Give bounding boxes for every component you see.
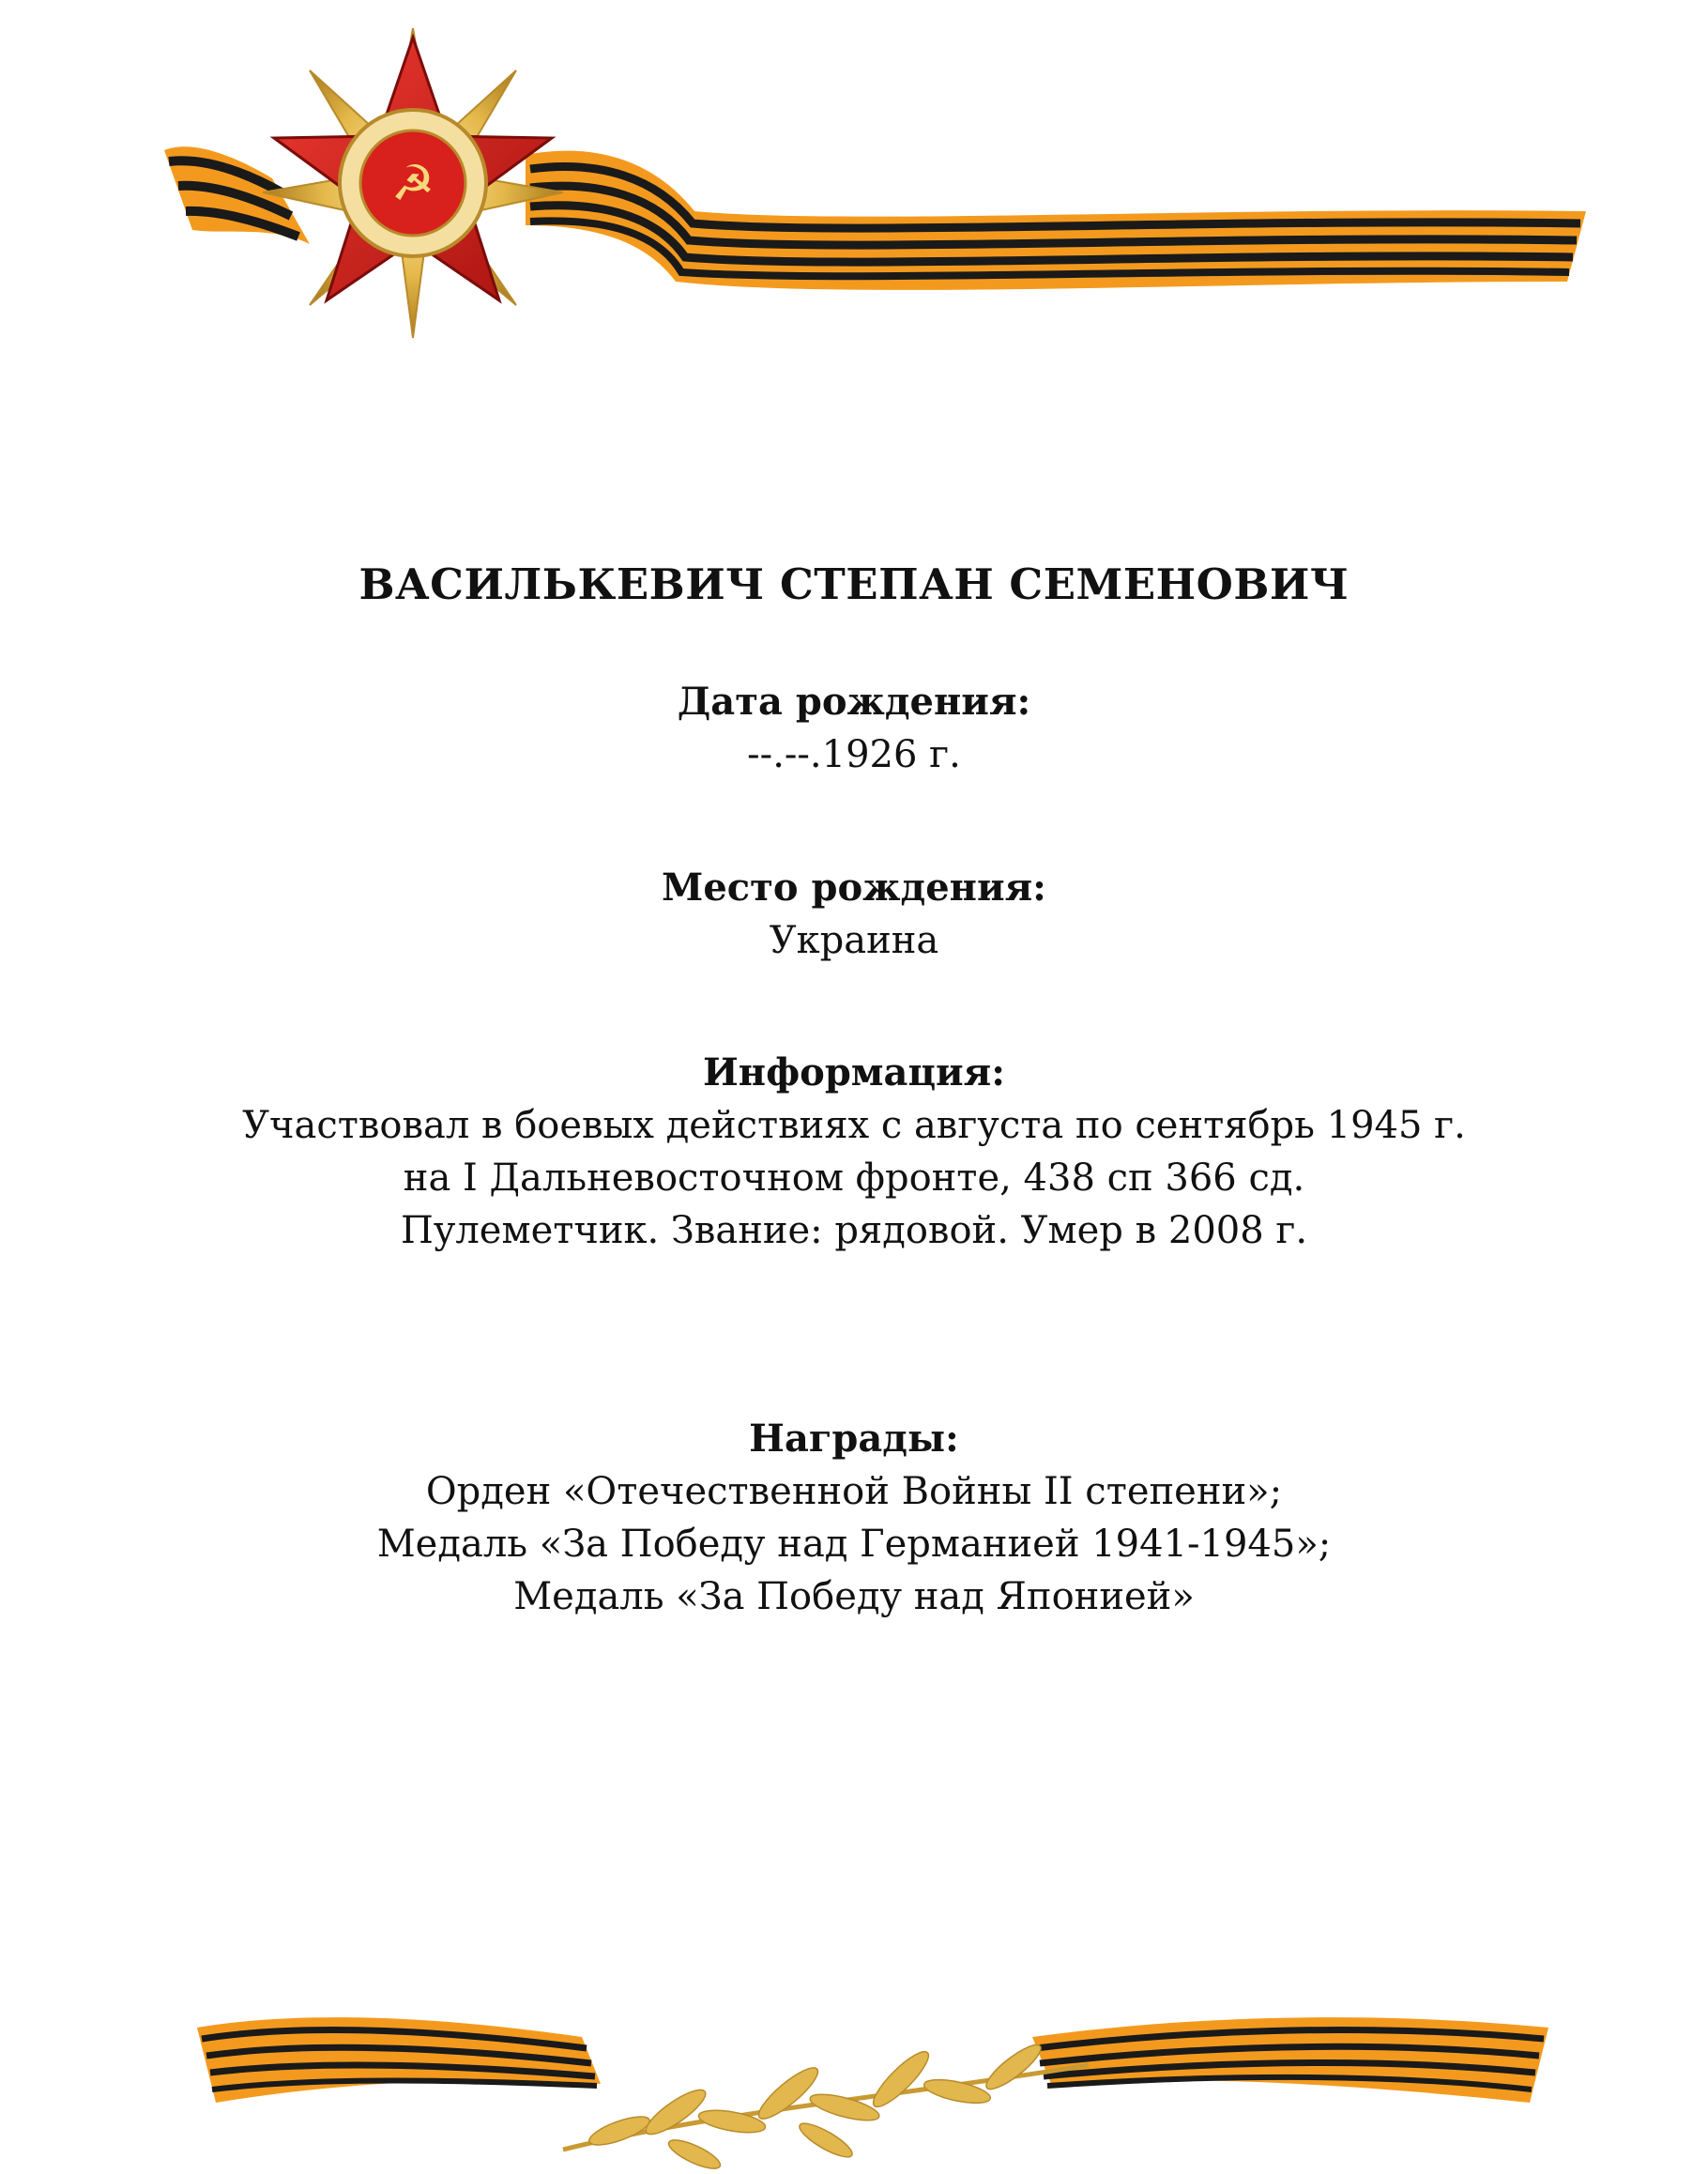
award-item: Медаль «За Победу над Германией 1941-1945»; xyxy=(376,1523,1332,1566)
birth-place-value: Украина xyxy=(769,919,939,962)
awards-section xyxy=(0,1413,1708,1623)
information-label: Информация: xyxy=(703,1050,1005,1095)
footer-ribbon-right xyxy=(1032,2017,1548,2103)
laurel-branch-icon xyxy=(563,2039,1089,2174)
birth-date-section xyxy=(0,676,1708,781)
birth-date-label: Дата рождения: xyxy=(677,680,1031,724)
header-ribbon-order-illustration xyxy=(0,0,1708,357)
footer-ribbon-laurel-illustration xyxy=(0,1981,1708,2174)
award-item: Медаль «За Победу над Японией» xyxy=(513,1575,1195,1618)
award-item: Орден «Отечественной Войны II степени»; xyxy=(425,1470,1283,1513)
order-medallion xyxy=(340,110,486,256)
birth-place-label: Место рождения: xyxy=(662,865,1046,910)
ribbon-main xyxy=(526,151,1586,290)
hammer-sickle-icon: ☭ xyxy=(390,156,435,212)
awards-label: Награды: xyxy=(749,1416,959,1461)
information-section xyxy=(0,1047,1708,1257)
information-line: Пулеметчик. Звание: рядовой. Умер в 2008 г. xyxy=(400,1209,1308,1252)
information-line: на I Дальневосточном фронте, 438 сп 366 сд. xyxy=(403,1156,1305,1200)
information-line: Участвовал в боевых действиях с августа по сентябрь 1945 г. xyxy=(242,1104,1466,1147)
birth-place-section xyxy=(0,862,1708,967)
birth-date-value: --.--.1926 г. xyxy=(747,733,961,776)
person-full-name: ВАСИЛЬКЕВИЧ СТЕПАН СЕМЕНОВИЧ xyxy=(358,559,1350,609)
footer-ribbon-left xyxy=(197,2017,601,2103)
